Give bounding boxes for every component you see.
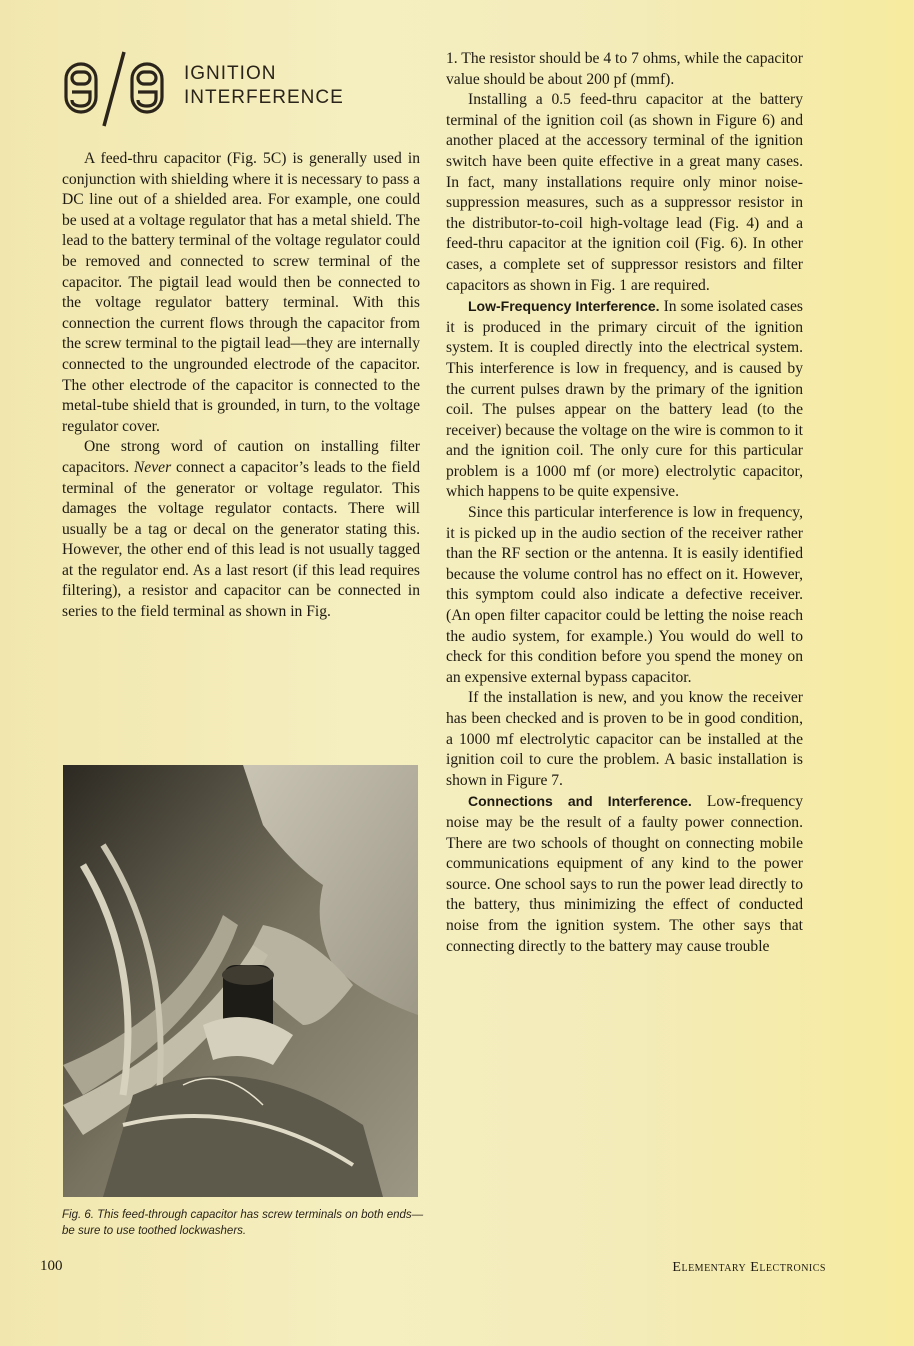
right-paragraph-6 bbox=[446, 791, 803, 957]
right-column bbox=[446, 49, 803, 957]
subhead-connections: Connections and Interference. bbox=[468, 793, 692, 810]
figure-caption: Fig. 6. This feed-through capacitor has screw terminals on both ends—be sure to use toothed lockwashers. bbox=[62, 1209, 424, 1237]
connections-body: Low-frequency noise may be the result of a faulty power connection. There are two schools of thought on connecting mobile communications equipment of any kind to the power source. One school says to run the power lead directly to the battery, thus minimizing the effect of conducted noise from the ignition system. The other says that connecting directly to the battery may cause trouble bbox=[446, 793, 803, 955]
left-paragraph-1: A feed-thru capacitor (Fig. 5C) is generally used in conjunction with shielding where it is necessary to pass a DC line out of a shielded area. For example, one could be used at a voltage regulator that has a metal shield. The lead to the battery terminal of the voltage regulator could be removed and connected to screw terminal of the capacitor. The pigtail lead would then be connected to the voltage regulator battery terminal. With this connection the current flows through the capacitor from the screw terminal to the pigtail lead—they are internally connected to the ungrounded electrode of the capacitor. The other electrode of the capacitor is connected to the metal-tube shield that is grounded, in turn, to the voltage regulator cover. bbox=[62, 150, 420, 435]
magazine-name: Elementary Electronics bbox=[672, 1260, 826, 1275]
never-emphasis: Never bbox=[133, 458, 172, 476]
right-paragraph-4: Since this particular interference is low in frequency, it is picked up in the audio section of the receiver rather than the RF section or the antenna. It is easily identified because the volume control has no effect on it. However, this symptom could also indicate a defective receiver. (An open filter capacitor could be letting the noise reach the audio system, for example.) You would do well to check for this condition before you spend the money on an expensive external bypass capacitor. bbox=[446, 504, 803, 686]
caution-body: connect a capacitor’s leads to the field terminal of the generator or voltage regulator. This damages the voltage regulator contacts. There will usually be a tag or decal on the generator stating this. However, the other end of this lead is not usually tagged at the regulator end. As a last resort (if this lead requires filtering), a resistor and capacitor can be connected in series to the field terminal as shown in Fig. bbox=[62, 458, 420, 621]
right-paragraph-2: Installing a 0.5 feed-thru capacitor at the battery terminal of the ignition coil (as shown in Figure 6) and another placed at the accessory terminal of the ignition switch have been quite effective in a great many cases. In fact, many installations require only minor noise-suppression measures, such as a suppressor resistor in the distributor-to-coil high-voltage lead (Fig. 4) and a feed-thru capacitor at the ignition coil (Fig. 6). In other cases, a complete set of suppressor resistors and filter capacitors as shown in Fig. 1 are required. bbox=[446, 91, 803, 294]
photo-illustration bbox=[63, 765, 418, 1197]
right-paragraph-3 bbox=[446, 296, 803, 503]
left-column bbox=[62, 149, 420, 623]
low-frequency-body: In some isolated cases it is produced in the primary circuit of the ignition system. It is coupled directly into the electrical system. This interference is low in frequency, and is caused by the current pulses drawn by the primary of the ignition coil. The pulses appear on the battery lead (to the receiver) because the voltage on the wire is common to it and the ignition coil. The only cure for this particular problem is a 1000 mf (or more) electrolytic capacitor, which happens to be quite expensive. bbox=[446, 298, 803, 501]
figure-6-photo bbox=[63, 765, 418, 1197]
ee-logo bbox=[60, 50, 168, 128]
heading-line-1: IGNITION bbox=[184, 63, 277, 84]
page-number: 100 bbox=[40, 1258, 63, 1274]
article-heading bbox=[184, 62, 344, 110]
left-paragraph-2 bbox=[62, 437, 420, 622]
subhead-low-frequency: Low-Frequency Interference. bbox=[468, 298, 660, 315]
right-paragraph-5: If the installation is new, and you know the receiver has been checked and is proven to be in good condition, a 1000 mf electrolytic capacitor can be installed at the ignition coil to cure the problem. A basic installation is shown in Figure 7. bbox=[446, 689, 803, 789]
right-paragraph-1: 1. The resistor should be 4 to 7 ohms, while the capacitor value should be about 200 pf (mmf). bbox=[446, 50, 803, 88]
heading-line-2: INTERFERENCE bbox=[184, 87, 344, 108]
caution-lead: One strong word of caution on installing filter capacitors. bbox=[62, 438, 420, 476]
